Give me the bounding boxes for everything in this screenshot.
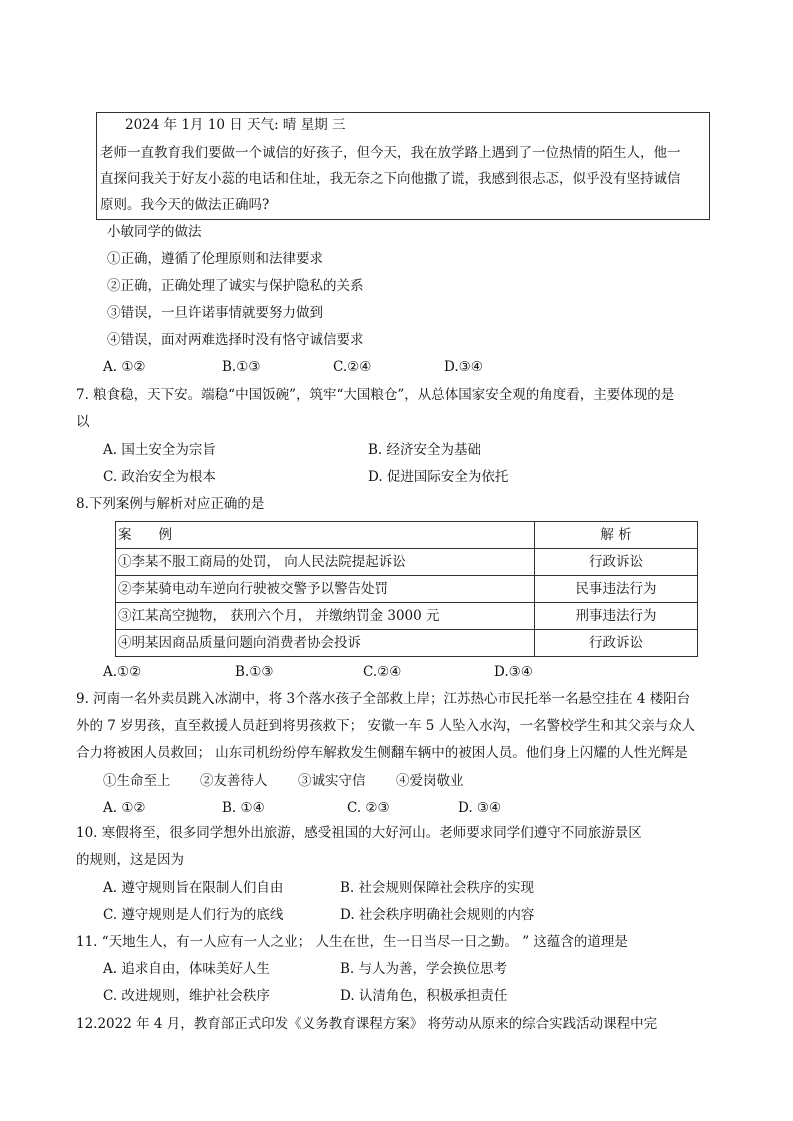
q9-option-a: A. ①② bbox=[103, 800, 146, 816]
diary-header: 2024 年 1月 10 日 天气: 晴 星期 三 bbox=[125, 117, 346, 133]
q9-stem-line-2: 外的 7 岁男孩，直至救援人员赶到将男孩救下； 安徽一车 5 人坠入水沟，一名警校学生和其父亲与众人 bbox=[76, 718, 696, 734]
q7-option-a: A. 国土安全为宗旨 bbox=[103, 442, 216, 458]
q6-option-d: D.③④ bbox=[444, 359, 483, 375]
table-cell-case: ③江某高空抛物， 获刑六个月， 并缴纳罚金 3000 元 bbox=[116, 603, 535, 630]
q7-stem-line-1: 7. 粮食稳，天下安。端稳“中国饭碗”，筑牢“大国粮仓”，从总体国家安全观的角度看，主要体现的是 bbox=[76, 387, 675, 403]
table-header-case: 案 例 bbox=[116, 522, 535, 549]
q11-option-c: C. 改进规则，维护社会秩序 bbox=[103, 988, 270, 1004]
q6-option-b: B.①③ bbox=[222, 359, 261, 375]
q8-case-table bbox=[115, 521, 698, 657]
q9-option-d: D. ③④ bbox=[458, 800, 502, 816]
q6-option-a: A. ①② bbox=[103, 359, 146, 375]
q10-option-d: D. 社会秩序明确社会规则的内容 bbox=[340, 907, 535, 923]
diary-box bbox=[96, 112, 710, 220]
q6-item-1: ①正确，遵循了伦理原则和法律要求 bbox=[107, 251, 323, 267]
q9-option-b: B. ①④ bbox=[222, 800, 265, 816]
q8-option-b: B.①③ bbox=[235, 664, 274, 680]
q6-item-3: ③错误，一旦许诺事情就要努力做到 bbox=[107, 305, 323, 321]
table-cell-analysis: 行政诉讼 bbox=[535, 630, 698, 657]
q10-option-a: A. 遵守规则旨在限制人们自由 bbox=[103, 880, 284, 896]
table-cell-analysis: 民事违法行为 bbox=[535, 576, 698, 603]
table-cell-analysis: 刑事违法行为 bbox=[535, 603, 698, 630]
q6-title: 小敏同学的做法 bbox=[107, 224, 202, 240]
table-cell-case: ④明某因商品质量问题向消费者协会投诉 bbox=[116, 630, 535, 657]
q8-option-a: A.①② bbox=[103, 664, 142, 680]
q9-item-3: ③诚实守信 bbox=[298, 773, 366, 789]
table-header-analysis: 解 析 bbox=[535, 522, 698, 549]
q6-item-4: ④错误，面对两难选择时没有恪守诚信要求 bbox=[107, 332, 364, 348]
diary-line-2: 直探问我关于好友小蕊的电话和住址，我无奈之下向他撒了谎，我感到很忐忑，似乎没有坚持诚信 bbox=[100, 171, 681, 187]
q11-option-a: A. 追求自由，体味美好人生 bbox=[103, 961, 270, 977]
table-row bbox=[116, 630, 698, 657]
q9-stem-line-1: 9. 河南一名外卖员跳入冰湖中，将 3个落水孩子全部救上岸；江苏热心市民托举一名悬空挂在 4 楼阳台 bbox=[76, 691, 691, 707]
q11-stem: 11. “天地生人，有一人应有一人之业； 人生在世，生一日当尽一日之勤。 ” 这蕴含的道理是 bbox=[76, 934, 628, 950]
table-cell-case: ②李某骑电动车逆向行驶被交警予以警告处罚 bbox=[116, 576, 535, 603]
q12-stem: 12.2022 年 4 月，教育部正式印发《义务教育课程方案》 将劳动从原来的综合实践活动课程中完 bbox=[76, 1016, 658, 1032]
q10-option-b: B. 社会规则保障社会秩序的实现 bbox=[340, 880, 535, 896]
q10-option-c: C. 遵守规则是人们行为的底线 bbox=[103, 907, 284, 923]
table-header-row bbox=[116, 522, 698, 549]
q9-option-c: C. ②③ bbox=[347, 800, 390, 816]
q9-stem-line-3: 合力将被困人员救回； 山东司机纷纷停车解救发生侧翻车辆中的被困人员。他们身上闪耀的人性光辉是 bbox=[76, 745, 688, 761]
q8-option-d: D.③④ bbox=[494, 664, 533, 680]
q11-option-b: B. 与人为善，学会换位思考 bbox=[340, 961, 508, 977]
diary-line-3: 原则。我今天的做法正确吗? bbox=[100, 197, 270, 213]
q7-option-b: B. 经济安全为基础 bbox=[368, 442, 482, 458]
q8-option-c: C.②④ bbox=[363, 664, 402, 680]
q6-item-2: ②正确，正确处理了诚实与保护隐私的关系 bbox=[107, 278, 364, 294]
q10-stem-line-1: 10. 寒假将至，很多同学想外出旅游，感受祖国的大好河山。老师要求同学们遵守不同旅游景区 bbox=[76, 825, 642, 841]
table-cell-analysis: 行政诉讼 bbox=[535, 549, 698, 576]
q9-item-1: ①生命至上 bbox=[103, 773, 171, 789]
q9-item-2: ②友善待人 bbox=[200, 773, 268, 789]
table-row bbox=[116, 549, 698, 576]
q7-stem-line-2: 以 bbox=[76, 414, 90, 430]
table-row bbox=[116, 576, 698, 603]
table-cell-case: ①李某不服工商局的处罚， 向人民法院提起诉讼 bbox=[116, 549, 535, 576]
table-row bbox=[116, 603, 698, 630]
q11-option-d: D. 认清角色，积极承担责任 bbox=[340, 988, 508, 1004]
diary-line-1: 老师一直教育我们要做一个诚信的好孩子，但今天，我在放学路上遇到了一位热情的陌生人，他一 bbox=[100, 145, 681, 161]
q10-stem-line-2: 的规则，这是因为 bbox=[76, 852, 184, 868]
q6-option-c: C.②④ bbox=[333, 359, 372, 375]
q9-item-4: ④爱岗敬业 bbox=[396, 773, 464, 789]
q7-option-d: D. 促进国际安全为依托 bbox=[368, 469, 509, 485]
q8-stem: 8.下列案例与解析对应正确的是 bbox=[76, 496, 265, 512]
q7-option-c: C. 政治安全为根本 bbox=[103, 469, 216, 485]
